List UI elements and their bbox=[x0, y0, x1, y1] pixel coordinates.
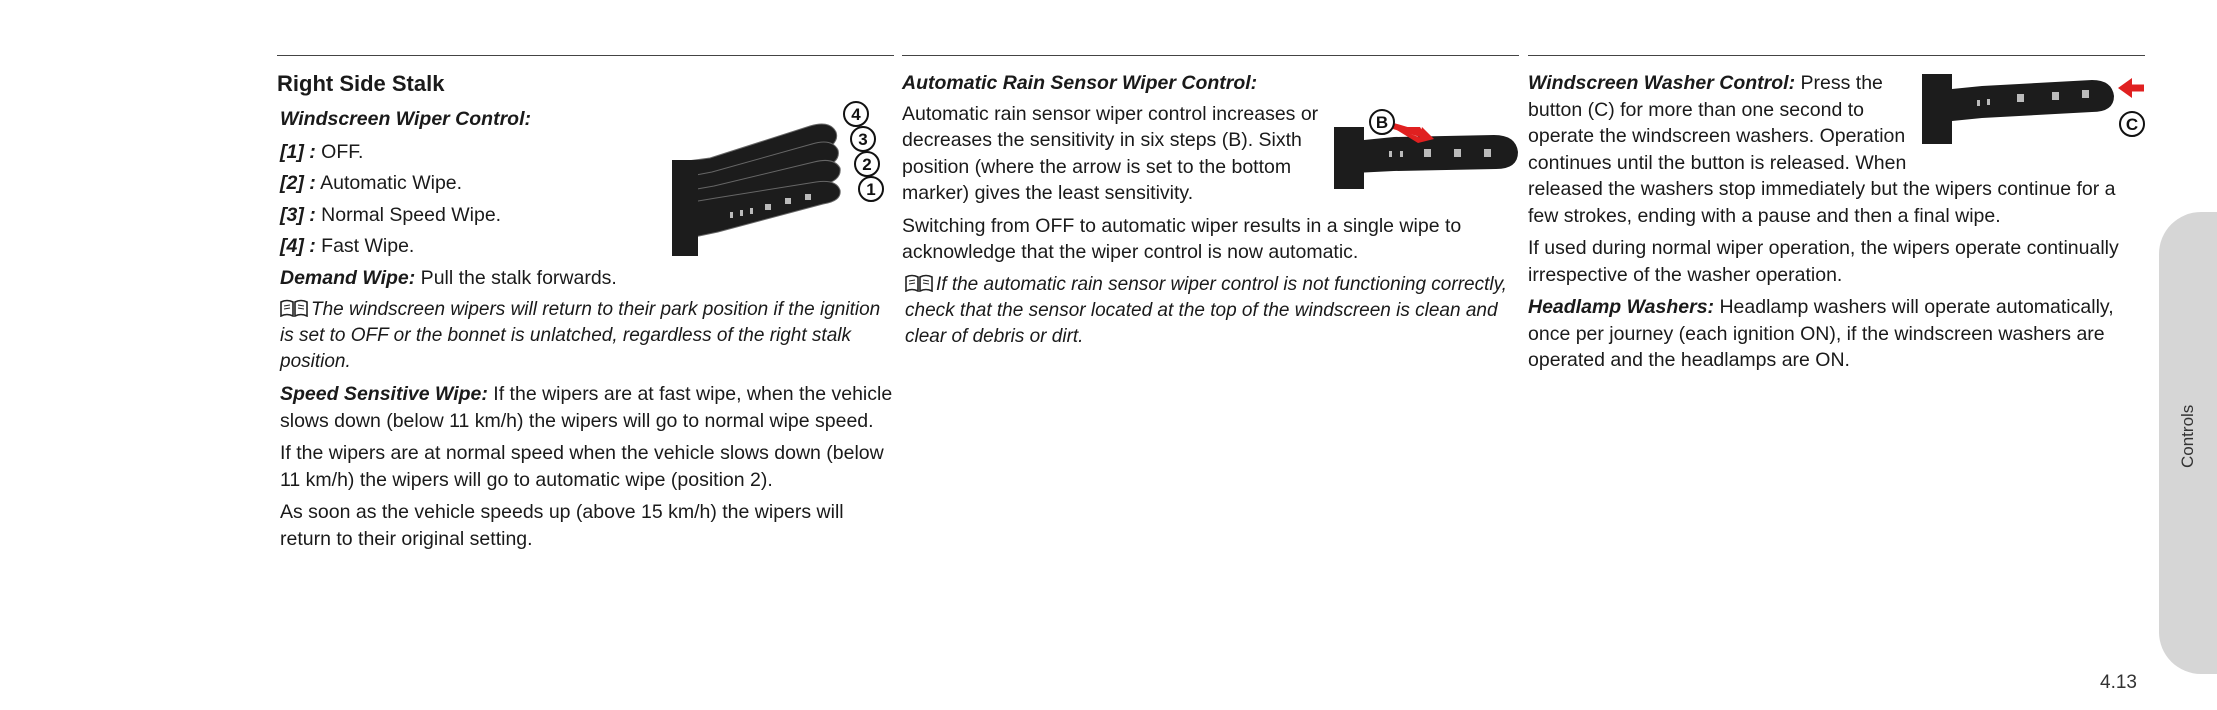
position-number-3: 3 bbox=[858, 130, 868, 149]
column-right-side-stalk bbox=[277, 55, 894, 558]
washer-wiper-paragraph: If used during normal wiper operation, the wipers operate continually irrespective of the washer operation. bbox=[1528, 237, 2119, 286]
position-item: [4] : Fast Wipe. bbox=[280, 235, 415, 257]
speed-up-paragraph: As soon as the vehicle speeds up (above 15 km/h) the wipers will return to their original setting. bbox=[280, 501, 844, 550]
washer-stalk-figure bbox=[1922, 66, 2147, 146]
rain-sensor-stalk-figure bbox=[1334, 107, 1519, 191]
rain-sensor-heading: Automatic Rain Sensor Wiper Control: bbox=[902, 72, 1258, 94]
book-icon bbox=[280, 299, 308, 317]
rain-sensor-paragraph-1: Automatic rain sensor wiper control increases or decreases the sensitivity in six steps (B). Sixth position (where the arrow is set to the bottom marker) gives the least sensitivity. bbox=[902, 102, 1319, 204]
position-number-1: 1 bbox=[866, 180, 876, 199]
book-icon bbox=[905, 274, 933, 292]
section-title: Right Side Stalk bbox=[277, 71, 445, 96]
position-item: [2] : Automatic Wipe. bbox=[280, 172, 463, 194]
chapter-tab-label: Controls bbox=[2178, 404, 2197, 468]
rain-sensor-paragraph-2: Switching from OFF to automatic wiper results in a single wipe to acknowledge that the wiper control is now automatic. bbox=[902, 214, 1462, 263]
figure-label-b: B bbox=[1375, 112, 1389, 132]
demand-wipe-paragraph: Demand Wipe: Pull the stalk forwards. bbox=[280, 266, 617, 289]
position-item: [1] : OFF. bbox=[280, 140, 364, 163]
washer-control-paragraph: Windscreen Washer Control: Press the button (C) for more than one second to operate the windscreen washers. Operation continues until the button is released. When released the washers stop immediately but the wipers continue for a few strokes, ending with a pause and then a final wipe. bbox=[1528, 72, 2116, 227]
wiper-control-heading: Windscreen Wiper Control: bbox=[280, 108, 531, 130]
position-number-2: 2 bbox=[862, 155, 872, 174]
wiper-stalk-positions-figure bbox=[670, 100, 895, 260]
position-number-4: 4 bbox=[851, 105, 861, 124]
position-item: [3] : Normal Speed Wipe. bbox=[280, 203, 502, 226]
page-number: 4.13 bbox=[2100, 672, 2137, 693]
normal-speed-paragraph: If the wipers are at normal speed when the vehicle slows down (below 11 km/h) the wipers will go to automatic wipe (position 2). bbox=[280, 442, 884, 491]
column-rain-sensor bbox=[902, 55, 1519, 356]
column-washer bbox=[1528, 55, 2145, 380]
park-position-note: The windscreen wipers will return to their park position if the ignition is set to OFF or the bonnet is unlatched, regardless of the right stalk position. bbox=[280, 299, 881, 372]
headlamp-washers-paragraph: Headlamp Washers: Headlamp washers will operate automatically, once per journey (each ignition ON), if the windscreen washers are operated and the headlamps are ON. bbox=[1528, 296, 2114, 371]
figure-label-c: C bbox=[2125, 115, 2139, 134]
speed-sensitive-paragraph: Speed Sensitive Wipe: If the wipers are at fast wipe, when the vehicle slows down (below 11 km/h) the wipers will go to normal wipe speed. bbox=[280, 383, 893, 432]
rain-sensor-note: If the automatic rain sensor wiper control is not functioning correctly, check that the sensor located at the top of the windscreen is clean and clear of debris or dirt. bbox=[905, 273, 1507, 347]
